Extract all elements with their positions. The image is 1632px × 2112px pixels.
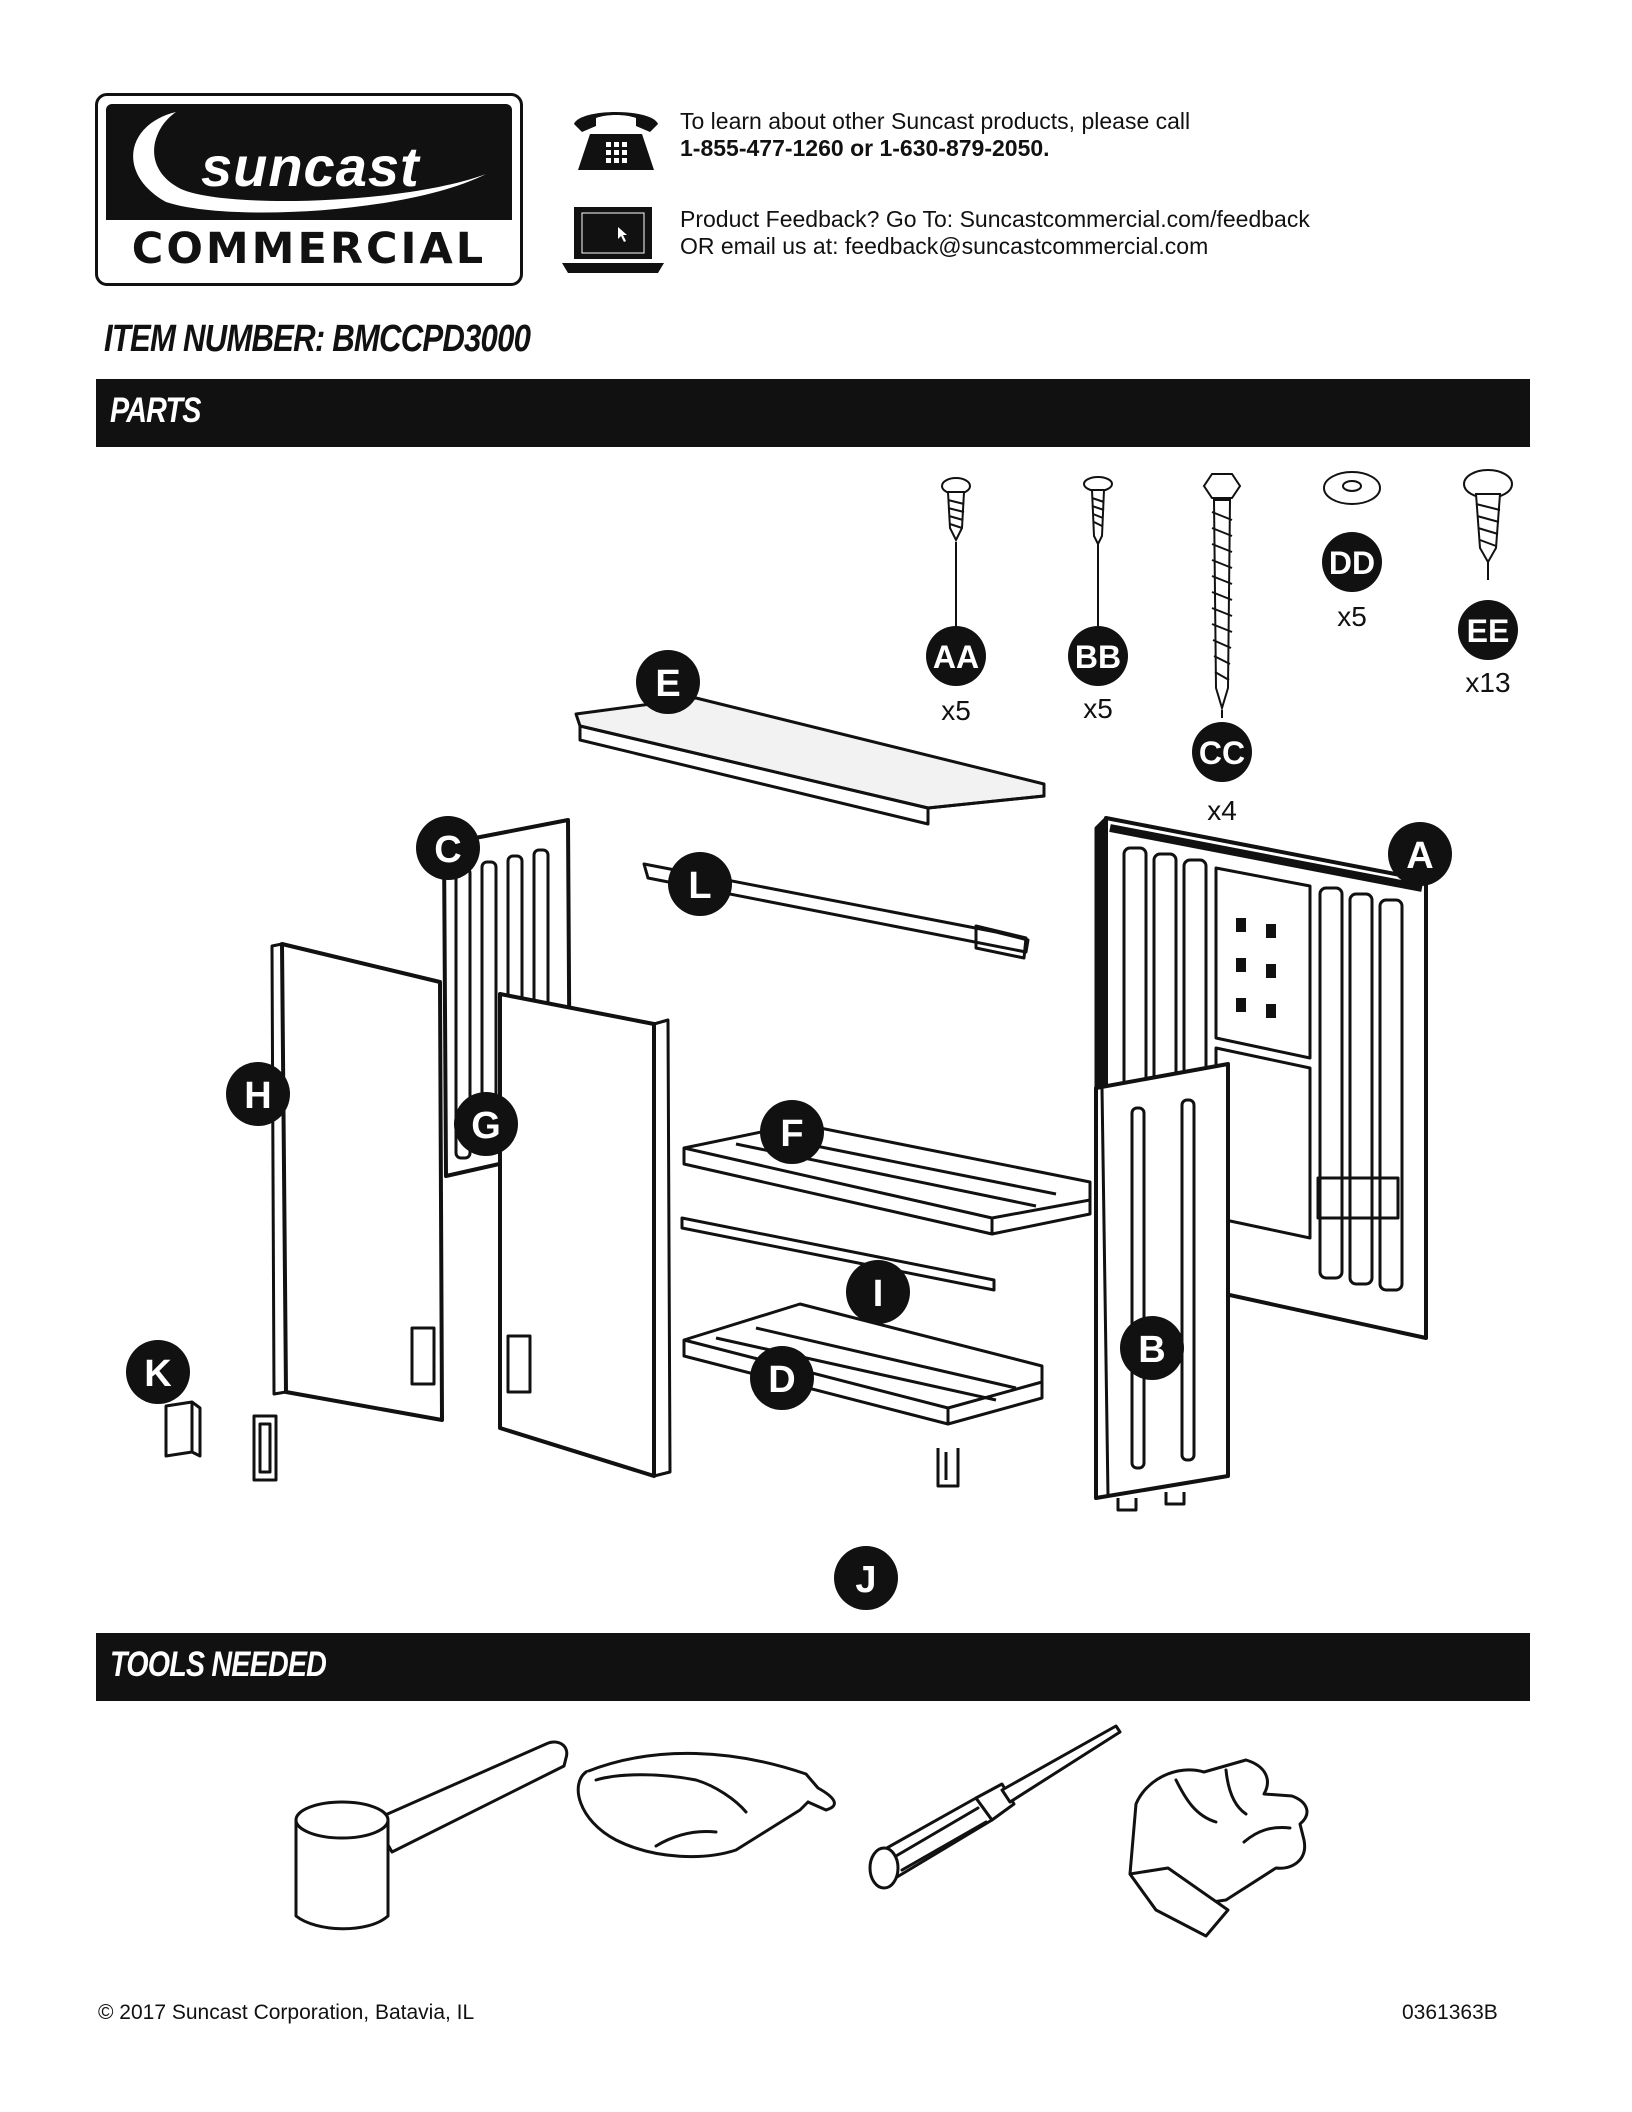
copyright-text: © 2017 Suncast Corporation, Batavia, IL: [98, 2001, 475, 2024]
item-number: ITEM NUMBER: BMCCPD3000: [104, 318, 531, 360]
label-i: [846, 1260, 910, 1324]
label-h-text: H: [244, 1075, 272, 1117]
label-f: [760, 1100, 824, 1164]
screw-bb-icon: [1084, 477, 1112, 644]
label-e: [636, 650, 700, 714]
screw-ee-icon: [1464, 470, 1512, 580]
label-e-text: E: [655, 663, 681, 705]
phone-numbers: 1-855-477-1260 or 1-630-879-2050.: [680, 135, 1050, 161]
label-k-text: K: [144, 1353, 172, 1395]
part-k-hinge: [166, 1402, 276, 1480]
label-i-text: I: [872, 1273, 884, 1315]
qty-aa: x5: [941, 695, 971, 726]
label-c: [416, 816, 480, 880]
part-f-middle-shelf: [684, 1124, 1090, 1234]
label-h: [226, 1062, 290, 1126]
part-h-left-door: [272, 944, 442, 1420]
suncast-commercial-logo: [95, 93, 523, 286]
feedback-email-text: OR email us at: feedback@suncastcommercial.com: [680, 233, 1209, 259]
part-g-right-door: [500, 994, 670, 1476]
logo-wordmark: suncast: [201, 135, 420, 198]
label-ee-text: EE: [1466, 613, 1510, 649]
label-dd: [1322, 532, 1382, 592]
label-g-text: G: [471, 1105, 501, 1147]
label-bb-text: BB: [1074, 639, 1122, 675]
label-dd-text: DD: [1328, 545, 1376, 581]
feedback-url-text: Product Feedback? Go To: Suncastcommercial.com/feedback: [680, 206, 1310, 232]
qty-dd: x5: [1337, 601, 1367, 632]
label-bb: [1068, 626, 1128, 686]
label-d: [750, 1346, 814, 1410]
label-k: [126, 1340, 190, 1404]
label-ee: [1458, 600, 1518, 660]
label-a: [1388, 822, 1452, 886]
label-g: [454, 1092, 518, 1156]
parts-diagram: [96, 448, 1530, 1628]
tools-heading: TOOLS NEEDED: [110, 1645, 327, 1684]
parts-section-header: [96, 379, 1530, 447]
logo-commercial-text: COMMERCIAL: [131, 224, 487, 274]
label-cc-text: CC: [1198, 735, 1246, 771]
label-l-text: L: [688, 865, 712, 907]
tools-illustration: [96, 1710, 1530, 1970]
label-a-text: A: [1406, 835, 1434, 877]
phone-info-text: To learn about other Suncast products, please call: [680, 108, 1191, 134]
part-d-bottom-shelf: [684, 1304, 1042, 1424]
part-b-side-panel: [1096, 1064, 1228, 1510]
screw-aa-icon: [942, 478, 970, 644]
label-j: [834, 1546, 898, 1610]
label-b: [1120, 1316, 1184, 1380]
part-e-top-shelf: [576, 698, 1044, 824]
label-cc: [1192, 722, 1252, 782]
laptop-icon: [560, 205, 666, 275]
label-j-text: J: [855, 1559, 877, 1601]
qty-cc: x4: [1207, 795, 1237, 826]
label-c-text: C: [434, 829, 462, 871]
qty-bb: x5: [1083, 693, 1113, 724]
safety-glasses-icon: [578, 1753, 834, 1856]
washer-dd-icon: [1324, 472, 1380, 504]
part-j-clip: [938, 1448, 958, 1486]
screw-cc-icon: [1204, 474, 1240, 718]
tools-section-header: [96, 1633, 1530, 1701]
telephone-icon: [570, 104, 662, 174]
label-d-text: D: [768, 1359, 796, 1401]
label-aa-text: AA: [932, 639, 980, 675]
label-aa: [926, 626, 986, 686]
label-f-text: F: [780, 1113, 804, 1155]
part-i-support-rod: [682, 1218, 994, 1290]
logo-dark-panel: [106, 104, 512, 220]
gloves-icon: [1130, 1760, 1307, 1936]
qty-ee: x13: [1465, 667, 1511, 698]
screwdriver-icon: [870, 1726, 1120, 1888]
parts-heading: PARTS: [110, 391, 201, 430]
label-b-text: B: [1138, 1329, 1166, 1371]
label-l: [668, 852, 732, 916]
mallet-icon: [296, 1742, 567, 1929]
document-number: 0361363B: [1402, 2001, 1498, 2024]
